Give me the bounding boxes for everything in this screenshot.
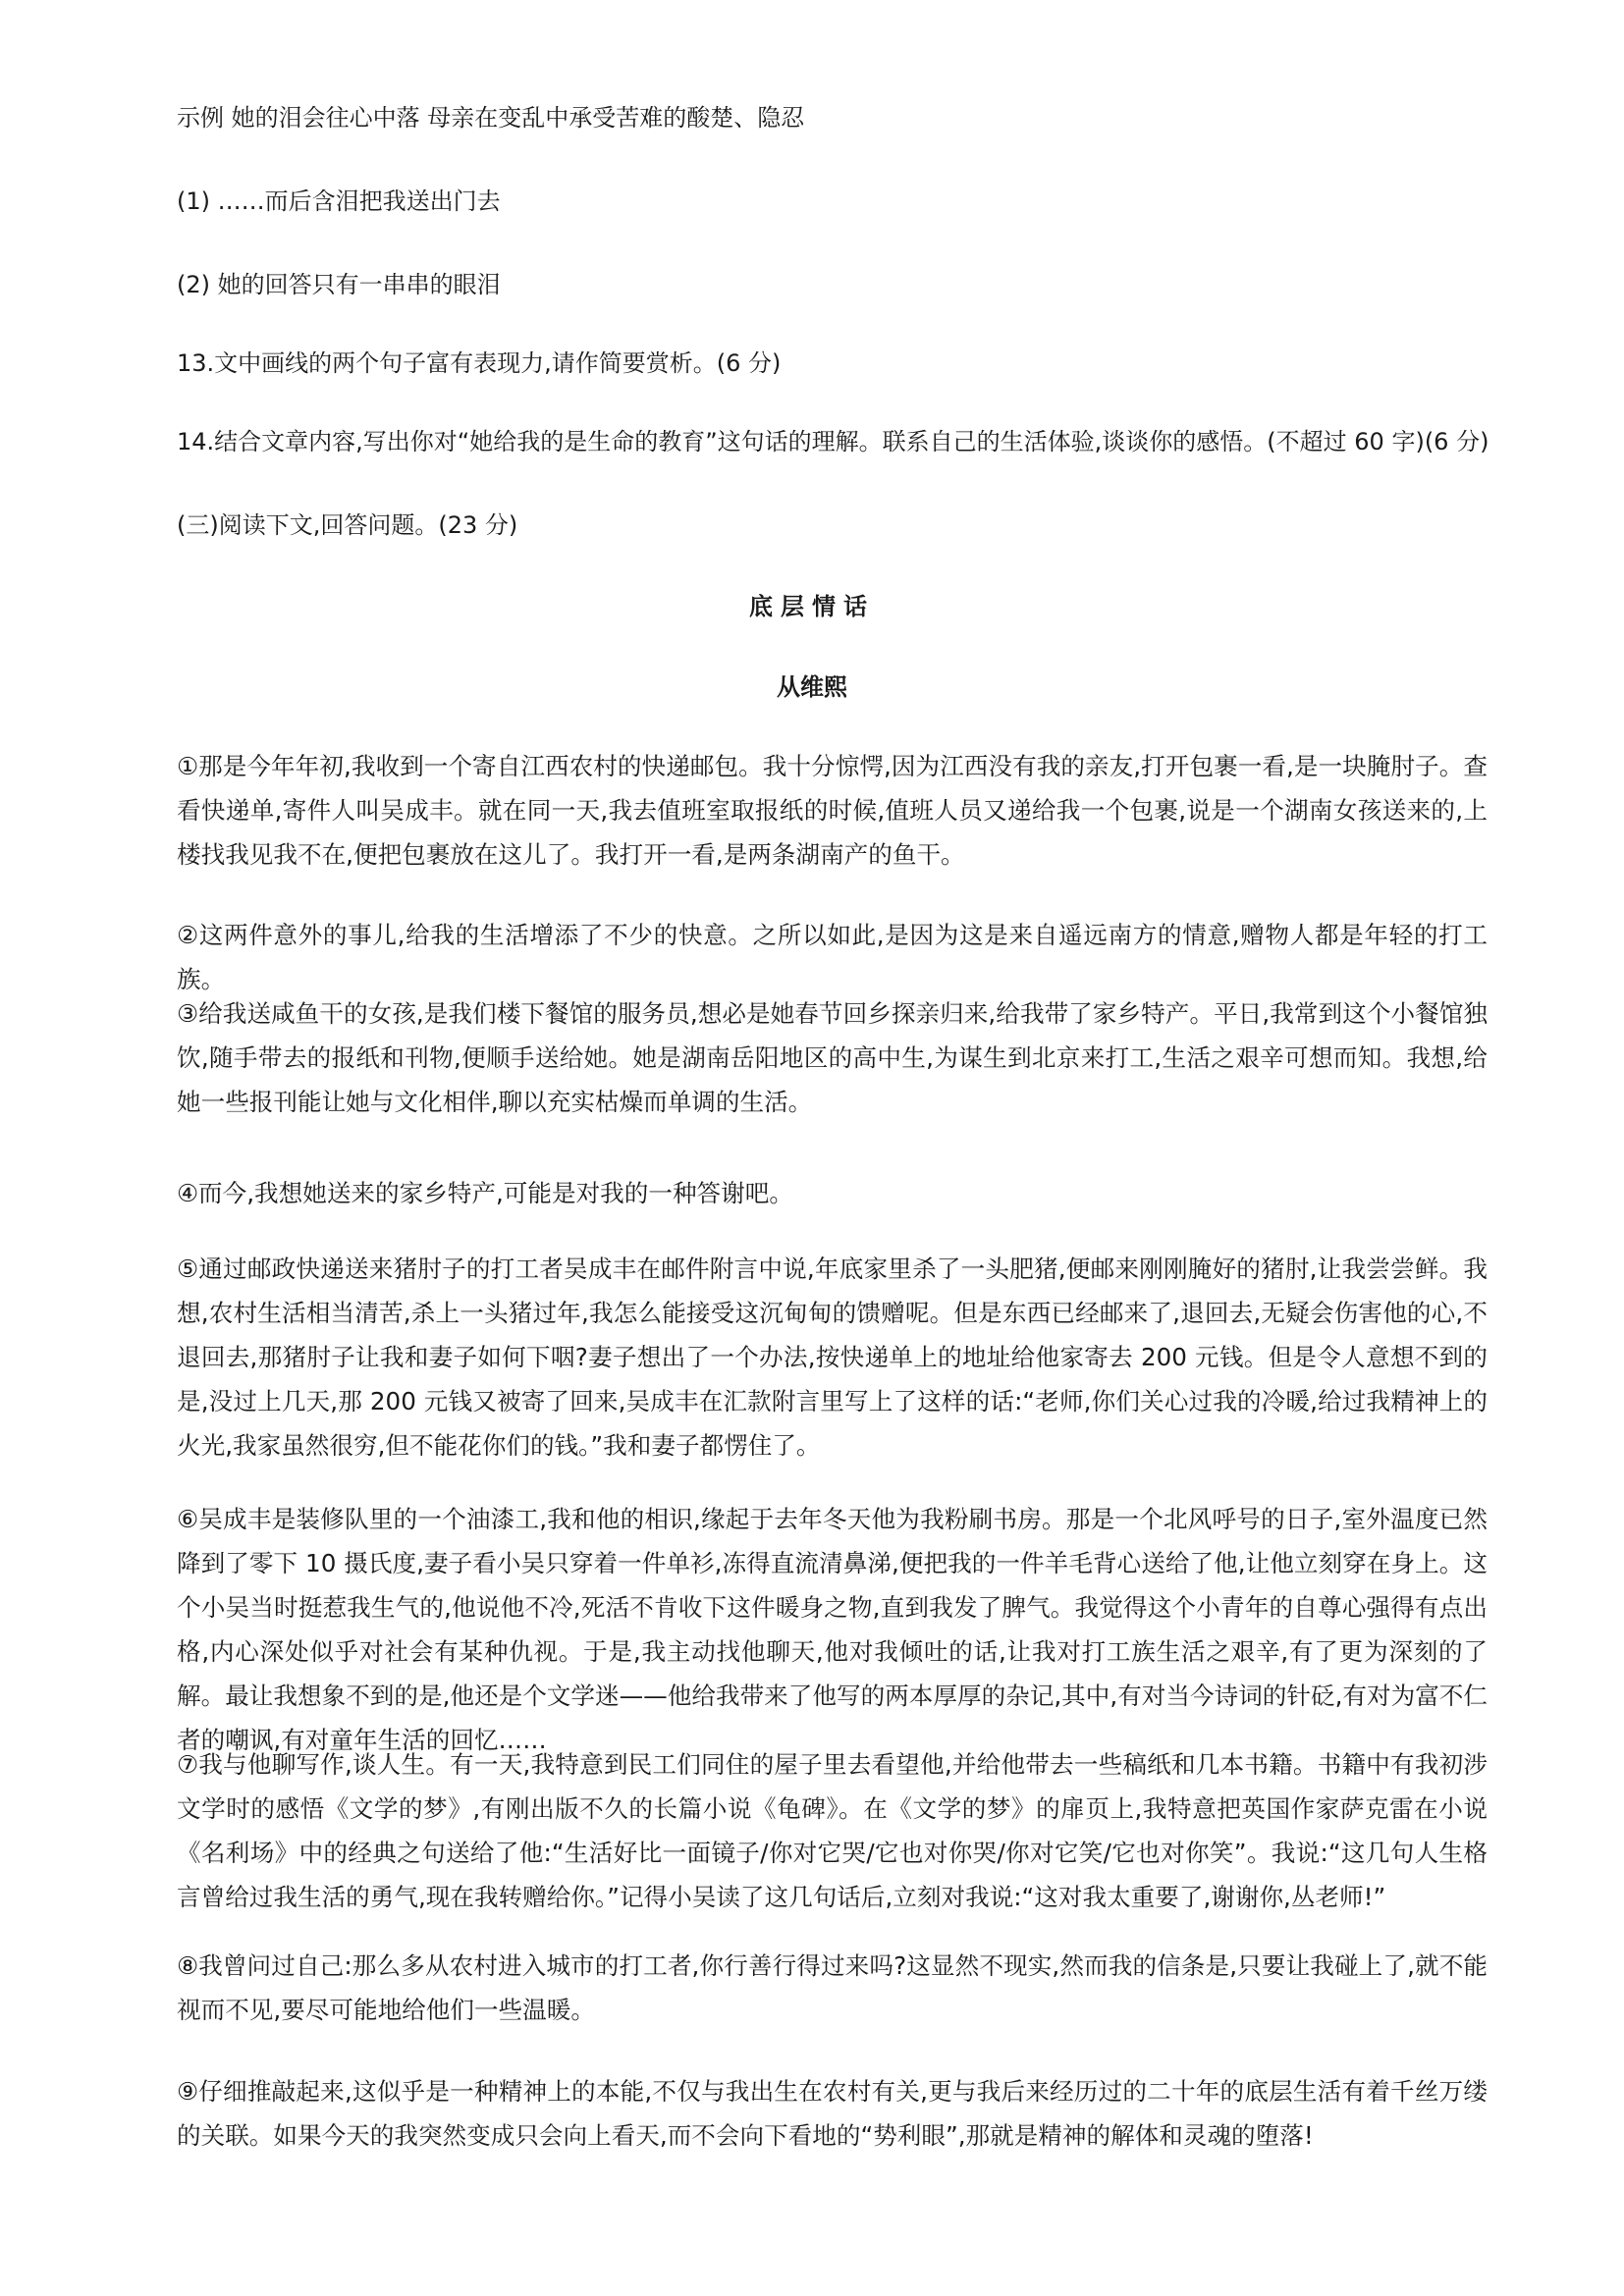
- question-item-2: (2) 她的回答只有一串串的眼泪: [177, 271, 501, 298]
- paragraph-text: ⑤通过邮政快递送来猪肘子的打工者吴成丰在邮件附言中说,年底家里杀了一头肥猪,便邮来刚刚腌好的猪肘,让我尝尝鲜。我想,农村生活相当清苦,杀上一头猪过年,我怎么能接受这沉甸甸的馈赠呢。但是东西已经邮来了,退回去,无疑会伤害他的心,不退回去,那猪肘子让我和妻子如何下咽?妻子想出了一个办法,按快递单上的地址给他家寄去 200 元钱。但是令人意想不到的是,没过上几天,那 200 元钱又被寄了回来,吴成丰在汇款附言里写上了这样的话:“老师,你们关心过我的冷暖,给过我精神上的火光,我家虽然很穷,但不能花你们的钱。”我和妻子都愣住了。: [177, 1255, 1488, 1460]
- paragraph-text: ⑨仔细推敲起来,这似乎是一种精神上的本能,不仅与我出生在农村有关,更与我后来经历过的二十年的底层生活有着千丝万缕的关联。如果今天的我突然变成只会向上看天,而不会向下看地的“势利眼”,那就是精神的解体和灵魂的堕落!: [177, 2077, 1488, 2150]
- paragraph-8: [177, 1944, 1488, 2032]
- question-item-1: (1) ……而后含泪把我送出门去: [177, 187, 501, 215]
- paragraph-text: ②这两件意外的事儿,给我的生活增添了不少的快意。之所以如此,是因为这是来自遥远南方的情意,赠物人都是年轻的打工族。: [177, 921, 1488, 993]
- paragraph-2: [177, 913, 1488, 1001]
- article-title: 底层情话: [749, 593, 875, 620]
- paragraph-6: [177, 1497, 1488, 1762]
- paragraph-text: ③给我送咸鱼干的女孩,是我们楼下餐馆的服务员,想必是她春节回乡探亲归来,给我带了家乡特产。平日,我常到这个小餐馆独饮,随手带去的报纸和刊物,便顺手送给她。她是湖南岳阳地区的高中生,为谋生到北京来打工,生活之艰辛可想而知。我想,给她一些报刊能让她与文化相伴,聊以充实枯燥而单调的生活。: [177, 999, 1488, 1116]
- paragraph-text: ⑧我曾问过自己:那么多从农村进入城市的打工者,你行善行得过来吗?这显然不现实,然而我的信条是,只要让我碰上了,就不能视而不见,要尽可能地给他们一些温暖。: [177, 1951, 1488, 2024]
- paragraph-text: ⑥吴成丰是装修队里的一个油漆工,我和他的相识,缘起于去年冬天他为我粉刷书房。那是一个北风呼号的日子,室外温度已然降到了零下 10 摄氏度,妻子看小吴只穿着一件单衫,冻得直流清鼻涕,便把我的一件羊毛背心送给了他,让他立刻穿在身上。这个小吴当时挺惹我生气的,他说他不冷,死活不肯收下这件暖身之物,直到我发了脾气。我觉得这个小青年的自尊心强得有点出格,内心深处似乎对社会有某种仇视。于是,我主动找他聊天,他对我倾吐的话,让我对打工族生活之艰辛,有了更为深刻的了解。最让我想象不到的是,他还是个文学迷——他给我带来了他写的两本厚厚的杂记,其中,有对当今诗词的针砭,有对为富不仁者的嘲讽,有对童年生活的回忆……: [177, 1505, 1488, 1754]
- paragraph-text: ④而今,我想她送来的家乡特产,可能是对我的一种答谢吧。: [177, 1179, 793, 1207]
- paragraph-9: [177, 2069, 1488, 2158]
- paragraph-1: [177, 744, 1488, 877]
- paragraph-4: [177, 1171, 1488, 1215]
- paragraph-5: [177, 1247, 1488, 1468]
- article-author: 从维熙: [777, 673, 847, 701]
- section-3-heading: (三)阅读下文,回答问题。(23 分): [177, 511, 518, 539]
- example-line: 示例 她的泪会往心中落 母亲在变乱中承受苦难的酸楚、隐忍: [177, 104, 805, 132]
- paragraph-7: [177, 1742, 1488, 1919]
- paragraph-text: ⑦我与他聊写作,谈人生。有一天,我特意到民工们同住的屋子里去看望他,并给他带去一些稿纸和几本书籍。书籍中有我初涉文学时的感悟《文学的梦》,有刚出版不久的长篇小说《龟碑》。在《文学的梦》的扉页上,我特意把英国作家萨克雷在小说《名利场》中的经典之句送给了他:“生活好比一面镜子/你对它哭/它也对你哭/你对它笑/它也对你笑”。我说:“这几句人生格言曾给过我生活的勇气,现在我转赠给你。”记得小吴读了这几句话后,立刻对我说:“这对我太重要了,谢谢你,丛老师!”: [177, 1750, 1488, 1911]
- paragraph-3: [177, 991, 1488, 1124]
- paragraph-text: ①那是今年年初,我收到一个寄自江西农村的快递邮包。我十分惊愕,因为江西没有我的亲友,打开包裹一看,是一块腌肘子。查看快递单,寄件人叫吴成丰。就在同一天,我去值班室取报纸的时候,值班人员又递给我一个包裹,说是一个湖南女孩送来的,上楼找我见我不在,便把包裹放在这儿了。我打开一看,是两条湖南产的鱼干。: [177, 752, 1488, 869]
- question-14: 14.结合文章内容,写出你对“她给我的是生命的教育”这句话的理解。联系自己的生活体验,谈谈你的感悟。(不超过 60 字)(6 分): [177, 428, 1489, 455]
- question-13: 13.文中画线的两个句子富有表现力,请作简要赏析。(6 分): [177, 349, 782, 377]
